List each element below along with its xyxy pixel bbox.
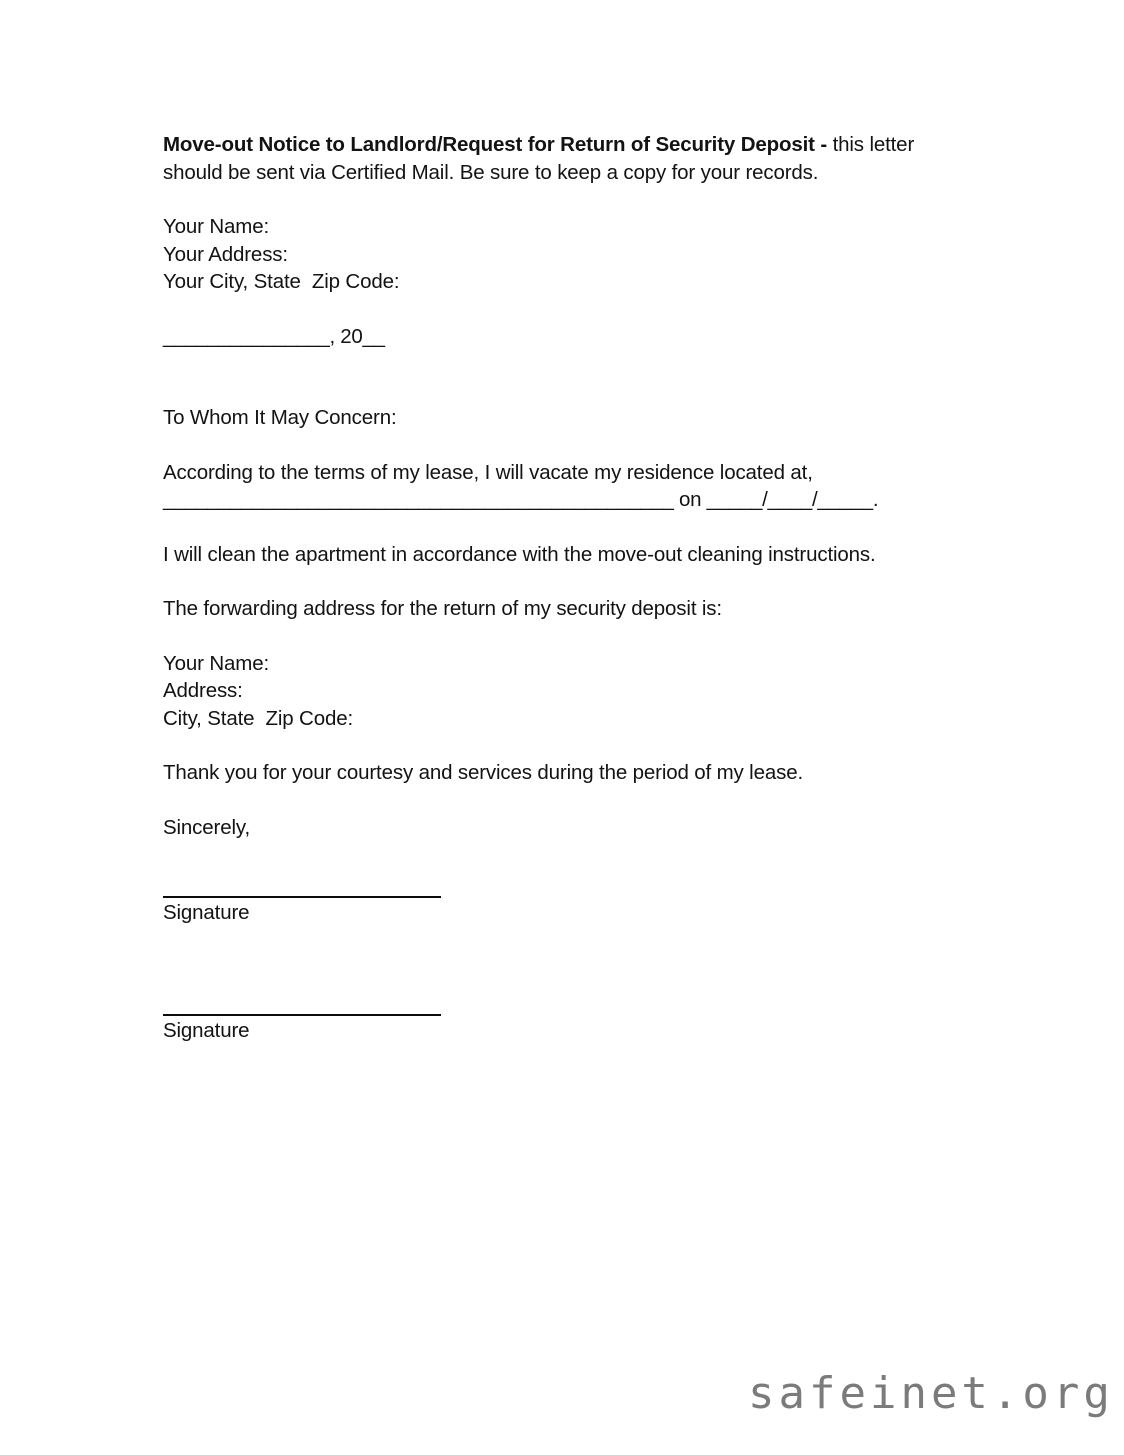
forwarding-name-label: Your Name: [163,651,269,675]
spacer [163,568,923,595]
spacer [163,514,923,541]
closing: Sincerely, [163,815,250,839]
spacer [163,377,923,404]
letter-body [163,131,923,1044]
vacate-paragraph-line1: According to the terms of my lease, I will vacate my residence located at, [163,460,813,484]
vacate-paragraph-line2[interactable]: ______________________________________________ on _____/____/_____. [163,488,879,511]
thank-you-paragraph: Thank you for your courtesy and services during the period of my lease. [163,761,803,784]
forwarding-intro: The forwarding address for the return of my security deposit is: [163,597,722,620]
date-blank-line[interactable]: _______________, 20__ [163,324,385,348]
spacer [163,350,923,377]
spacer [163,841,923,896]
document-heading [163,131,923,186]
sender-address-label: Your Address: [163,242,288,266]
spacer [163,732,923,759]
signature-label-two: Signature [163,1018,250,1042]
cleaning-paragraph: I will clean the apartment in accordance with the move-out cleaning instructions. [163,542,876,566]
sender-city-state-zip-label: Your City, State Zip Code: [163,270,400,293]
forwarding-address-label: Address: [163,679,243,702]
sender-name-label: Your Name: [163,215,269,238]
spacer [163,623,923,650]
spacer [163,186,923,213]
signature-rule-one [163,896,441,898]
spacer [163,432,923,459]
spacer [163,296,923,323]
signature-rule-two [163,1014,441,1016]
signature-label-one: Signature [163,901,250,924]
spacer [163,787,923,814]
heading-regular-text: this letter should be sent via Certified Mail. Be sure to keep a copy for your records. [163,133,915,184]
watermark: safeinet.org [748,1368,1114,1419]
salutation: To Whom It May Concern: [163,406,397,429]
heading-bold-text: Move-out Notice to Landlord/Request for Return of Security Deposit - [163,133,833,156]
spacer [163,927,923,1014]
forwarding-city-state-zip-label: City, State Zip Code: [163,706,354,730]
